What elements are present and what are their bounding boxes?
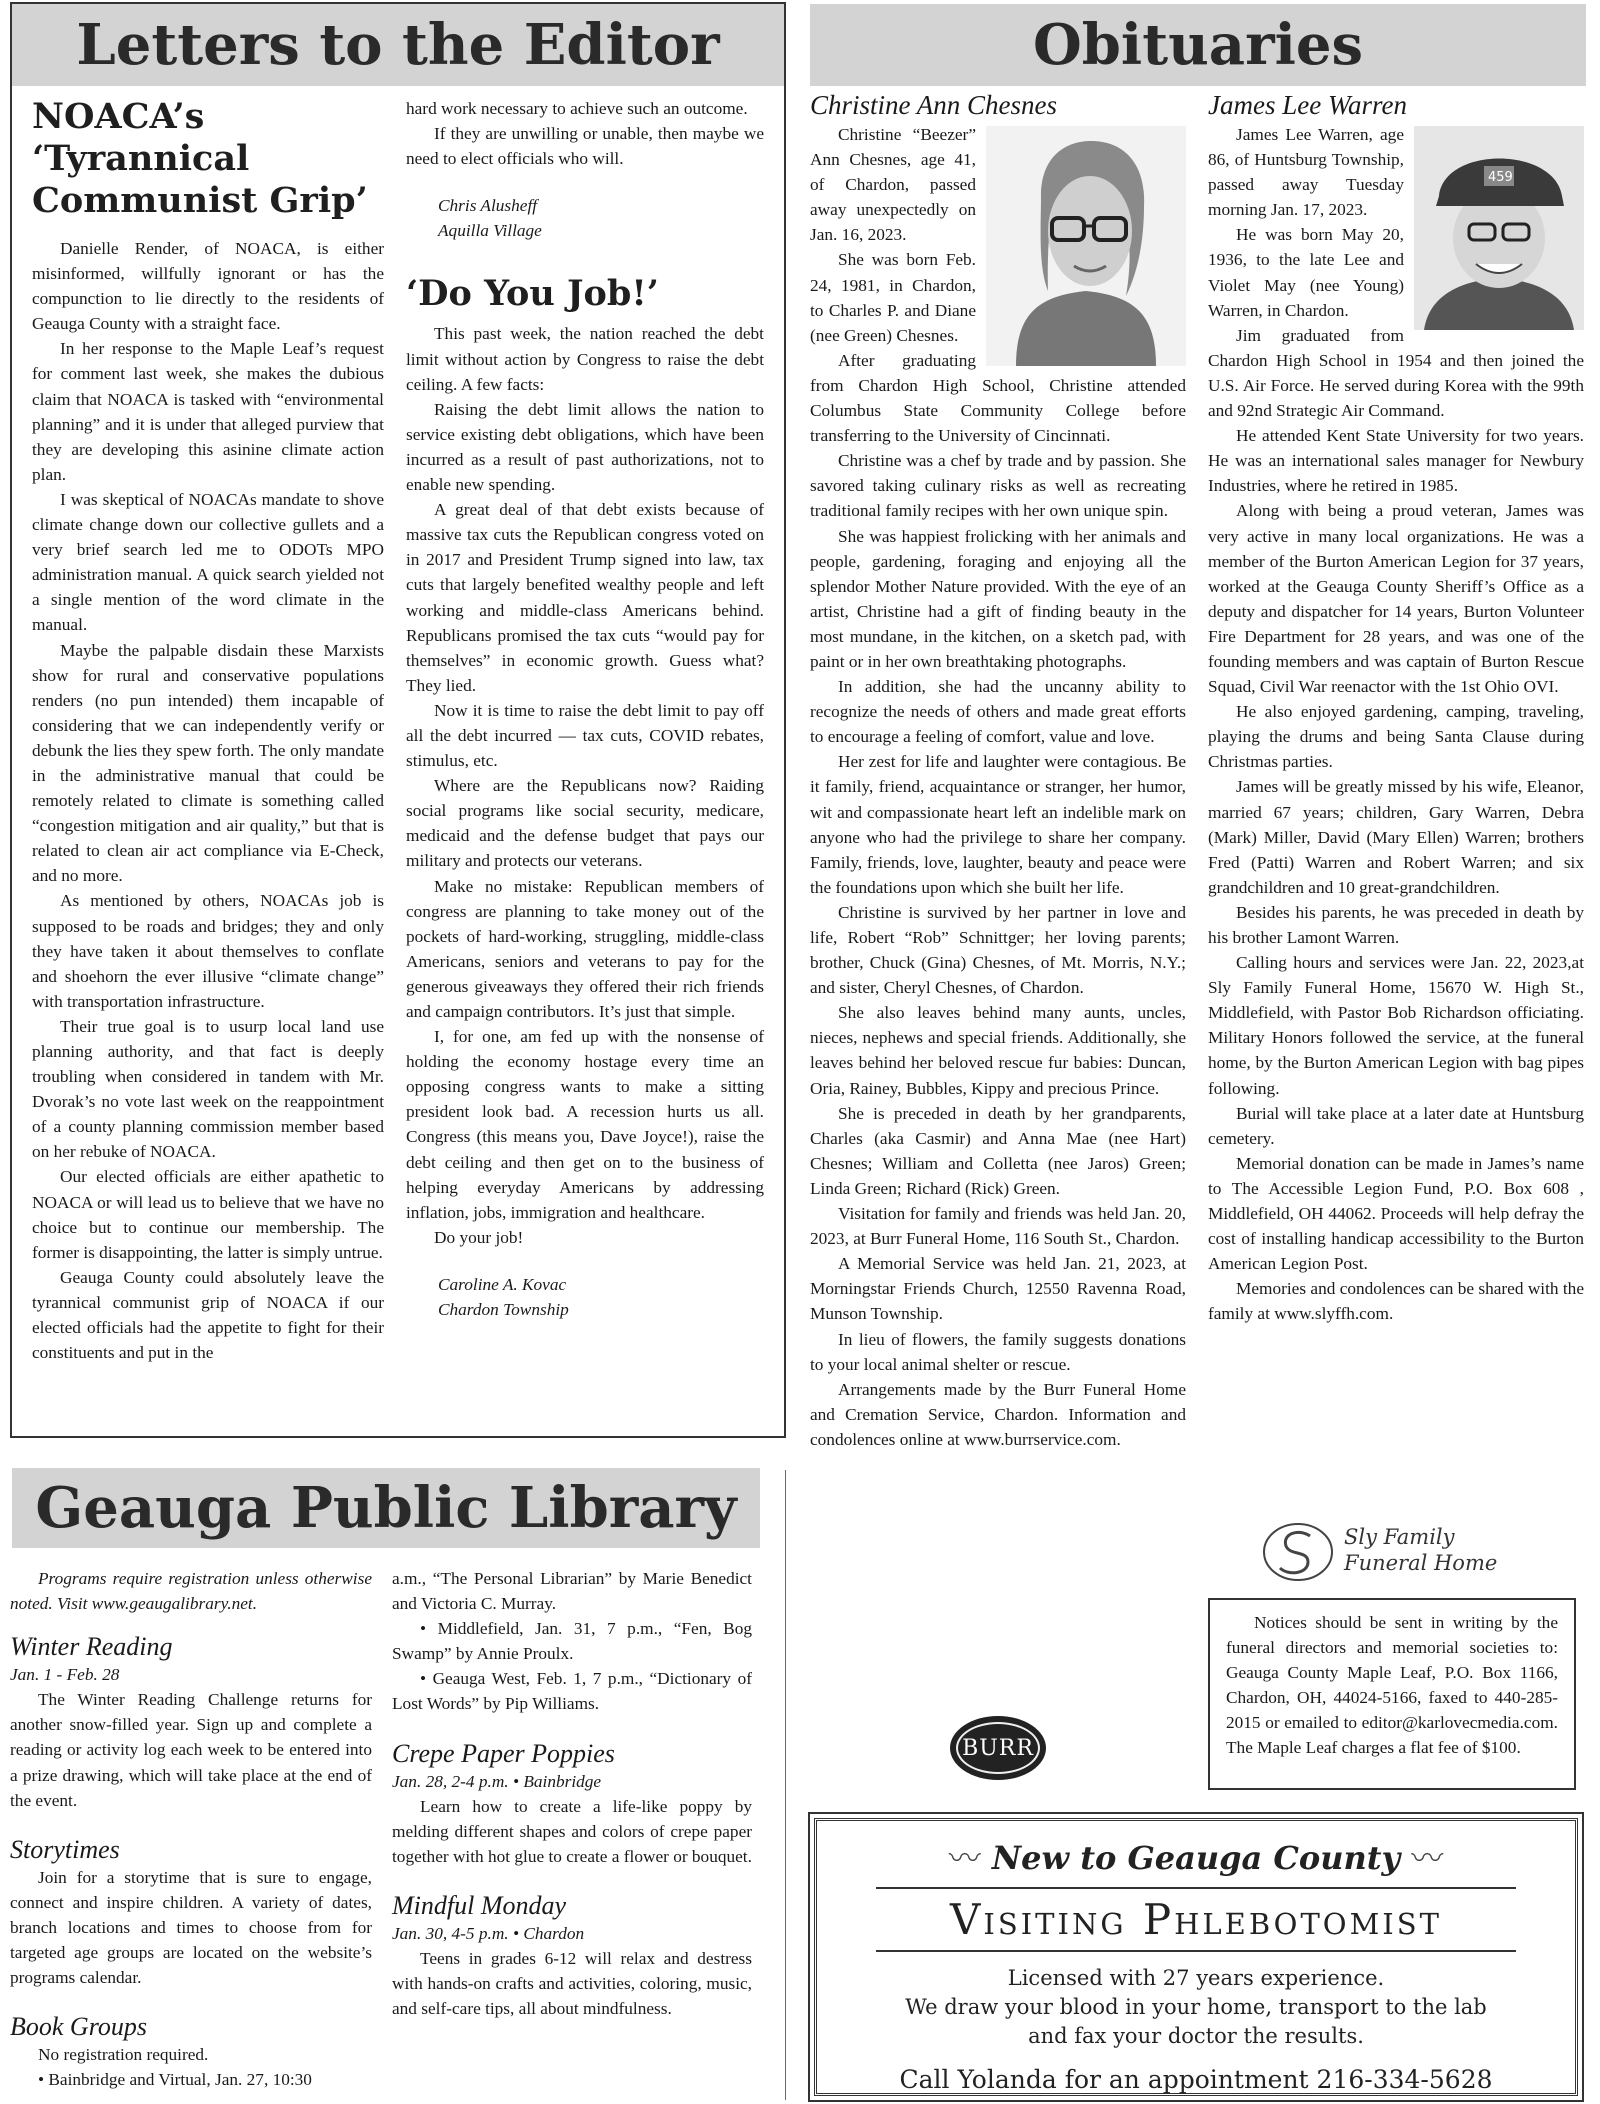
letter2-paragraph: Where are the Republicans now? Raiding social programs like social security, medicare, medicaid and the defense budget that pays our military and protects our veterans. <box>406 776 764 871</box>
letter1-signature-place: Aquilla Village <box>438 221 542 241</box>
sly-logo-line2: Funeral Home <box>1344 1551 1498 1575</box>
letters-col-1 <box>32 96 384 1365</box>
obit-warren-paragraph: James Lee Warren, age 86, of Huntsburg Township, passed away Tuesday morning Jan. 17, 2023. <box>1208 125 1404 220</box>
letter2-paragraph: Now it is time to raise the debt limit to pay off all the debt incurred — tax cuts, COVID rebates, stimulus, etc. <box>406 700 764 771</box>
winter-reading-dates: Jan. 1 - Feb. 28 <box>10 1665 120 1685</box>
letters-banner-title: Letters to the Editor <box>76 12 720 78</box>
letter1-paragraph: Their true goal is to usurp local land use planning authority, and that fact is deeply troubling when considered in tandem with Mr. Dvorak’s no vote last week on the reappointment of a county planning commission member based on her rebuke of NOACA. <box>32 1016 384 1162</box>
obit-warren-photo <box>1414 126 1584 330</box>
obit-warren-paragraph: Memories and condolences can be shared with the family at www.slyffh.com. <box>1208 1279 1584 1324</box>
obit-chesnes-paragraph: She was happiest frolicking with her animals and people, gardening, foraging and enjoying all the splendor Mother Nature provided. With the eye of an artist, Christine had a gift of finding beauty in the most mundane, in the kitchen, on a sketch pad, with paint or in her own breathtaking photographs. <box>810 526 1186 671</box>
obit-warren-name: James Lee Warren <box>1208 90 1407 120</box>
book-groups-item-cont: a.m., “The Personal Librarian” by Marie Benedict and Victoria C. Murray. <box>392 1569 752 1614</box>
letter1-signature-name: Chris Alusheff <box>438 196 538 216</box>
obit-chesnes-paragraph: She is preceded in death by her grandparents, Charles (aka Casmir) and Anna Mae (nee Hart) Chesnes; William and Colletta (nee Jaros) Green; Linda Green; Richard (Rick) Green. <box>810 1103 1186 1198</box>
burr-logo <box>950 1716 1046 1780</box>
storytimes-heading: Storytimes <box>10 1834 120 1864</box>
obit-warren-paragraph: He also enjoyed gardening, camping, traveling, playing the drums and being Santa Clause during Christmas parties. <box>1208 702 1584 772</box>
obit-warren-paragraph: Along with being a proud veteran, James was very active in many local organizations. He was a member of the Burton American Legion for 37 years, worked at the Geauga County Sheriff’s Office as a deputy and dispatcher for 14 years, Burton Volunteer Fire Department for 28 years, and was one of the founding members and was captain of Burton Rescue Squad, Civil War reenactor with the 1st Ohio OVI. <box>1208 501 1584 697</box>
letter2-headline: ‘Do You Job!’ <box>406 273 659 315</box>
obit-warren-paragraph: He attended Kent State University for two years. He was an international sales manager for Newbury Industries, where he retired in 1985. <box>1208 426 1584 496</box>
letter2-signature-place: Chardon Township <box>438 1300 569 1320</box>
poppies-dates: Jan. 28, 2-4 p.m. • Bainbridge <box>392 1771 602 1791</box>
letters-col-2 <box>406 96 764 1322</box>
sly-logo-emblem-icon <box>1258 1520 1338 1584</box>
book-groups-item: • Bainbridge and Virtual, Jan. 27, 10:30 <box>38 2070 312 2090</box>
obit-chesnes-paragraph: Her zest for life and laughter were contagious. Be it family, friend, acquaintance or stranger, her humor, wit and compassionate heart left an indelible mark on anyone who had the privilege to share her company. Family, friends, love, laughter, beauty and peace were the foundations upon which she built her life. <box>810 752 1186 897</box>
obit-notice-box <box>1208 1598 1576 1790</box>
poppies-text: Learn how to create a life-like poppy by melding different shapes and colors of crepe paper together with hot glue to create a flower or bouquet. <box>392 1796 752 1866</box>
letter2-paragraph: I, for one, am fed up with the nonsense of holding the economy hostage every time an opposing congress wants to make a sitting president look bad. A recession hurts us all. Congress (this means you, Dave Joyce!), raise the debt ceiling and then get on to the business of helping everyday Americans by addressing inflation, jobs, immigration and healthcare. <box>406 1027 764 1222</box>
obit-warren-paragraph: Besides his parents, he was preceded in death by his brother Lamont Warren. <box>1208 902 1584 947</box>
winter-reading-heading: Winter Reading <box>10 1632 173 1662</box>
letter2-signature-name: Caroline A. Kovac <box>438 1274 567 1294</box>
storytimes-text: Join for a storytime that is sure to engage, connect and inspire children. A variety of dates, branch locations and times to choose from for targeted age groups are located on the website’s programs calendar. <box>10 1867 372 1988</box>
letter1-paragraph: Geauga County could absolutely leave the tyrannical communist grip of NOACA if our elected officials had the appetite to fight for their constituents and put in the <box>32 1267 384 1363</box>
mindful-dates: Jan. 30, 4-5 p.m. • Chardon <box>392 1923 585 1943</box>
obit-warren-paragraph: James will be greatly missed by his wife, Eleanor, married 67 years; children, Gary Warren, Debra (Mark) Miller, David (Mary Ellen) Warren; brothers Fred (Patti) Warren and Robert Warren; and six grandchildren and 10 great-grandchildren. <box>1208 777 1584 897</box>
ad-title: Visiting Phlebotomist <box>950 1895 1442 1944</box>
burr-logo-text: BURR <box>962 1735 1034 1761</box>
letter2-paragraph: Make no mistake: Republican members of congress are planning to take money out of the pockets of hard-working, struggling, middle-class Americans, seniors and veterans to pay for the generous giveaways they offered their rich friends and campaign contributors. It’s just that simple. <box>406 876 764 1021</box>
book-groups-heading: Book Groups <box>10 2012 147 2042</box>
ad-service-line2: and fax your doctor the results. <box>1028 2024 1364 2048</box>
obit-chesnes-paragraph: In lieu of flowers, the family suggests donations to your local animal shelter or rescue. <box>810 1329 1186 1374</box>
obit-chesnes-paragraph: Christine is survived by her partner in love and life, Robert “Rob” Schnittger; her loving parents; brother, Chuck (Gina) Chesnes, of Mt. Morris, N.Y.; and sister, Cheryl Chesnes, of Chardon. <box>810 902 1186 998</box>
mindful-heading: Mindful Monday <box>392 1890 567 1920</box>
letter1-paragraph: As mentioned by others, NOACAs job is supposed to be roads and bridges; they and only they have taken it about themselves to conflate and shoehorn the ever illusive “climate change” with transportation infrastructure. <box>32 891 384 1011</box>
ad-divider <box>876 1950 1516 1952</box>
obit-warren-paragraph: Jim graduated from Chardon High School in 1954 and then joined the U.S. Air Force. He served during Korea with the 99th and 92nd Strategic Air Command. <box>1208 325 1584 421</box>
letter1-continuation: If they are unwilling or unable, then maybe we need to elect officials who will. <box>406 124 764 169</box>
obit-chesnes-photo <box>986 126 1186 366</box>
letter1-paragraph: In her response to the Maple Leaf’s request for comment last week, she makes the dubious claim that NOACA is tasked with “environmental planning” and it is under that alleged purview that they are developing this asinine climate action plan. <box>32 339 384 484</box>
obit-chesnes-paragraph: After graduating from Chardon High School, Christine attended Columbus State Community College before transferring to the University of Cincinnati. <box>810 350 1186 446</box>
library-banner-title: Geauga Public Library <box>35 1475 737 1541</box>
obit-chesnes-paragraph: Christine “Beezer” Ann Chesnes, age 41, of Chardon, passed away unexpectedly on Jan. 16, 2023. <box>810 125 976 245</box>
letter1-paragraph: I was skeptical of NOACAs mandate to shove climate change down our collective gullets and a very brief search led me to ODOTs MPO administration manual. A quick search yielded not a single mention of the word climate in the manual. <box>32 489 384 635</box>
letter2-paragraph: Do your job! <box>434 1227 524 1247</box>
obit-warren-paragraph: Burial will take place at a later date at Huntsburg cemetery. <box>1208 1103 1584 1148</box>
ad-left-flourish-icon: 〰 <box>948 1839 981 1877</box>
letter1-paragraph: Danielle Render, of NOACA, is either misinformed, willfully ignorant or has the compunction to lie directly to the residents of Geauga County with a straight face. <box>32 239 384 334</box>
letter1-continuation: hard work necessary to achieve such an outcome. <box>406 99 748 118</box>
sly-logo-line1: Sly Family <box>1344 1525 1455 1549</box>
ad-right-flourish-icon: 〰 <box>1411 1839 1444 1877</box>
obit-chesnes-name: Christine Ann Chesnes <box>810 90 1058 120</box>
library-col-2 <box>392 1566 752 2021</box>
book-groups-item: • Geauga West, Feb. 1, 7 p.m., “Dictionary of Lost Words” by Pip Williams. <box>392 1669 752 1714</box>
letter2-paragraph: Raising the debt limit allows the nation to service existing debt obligations, which have been incurred as a result of past authorizations, not to enable new spending. <box>406 399 764 495</box>
letter1-headline: NOACA’s ‘Tyrannical Communist Grip’ <box>32 96 368 221</box>
letter1-paragraph: Our elected officials are either apathetic to NOACA or will lead us to believe that we have no choice but to continue our membership. The former is disappointing, the latter is simply untrue. <box>32 1167 384 1262</box>
sly-funeral-home-logo <box>1258 1520 1538 1584</box>
obit-chesnes-col <box>810 90 1186 1452</box>
letter2-paragraph: A great deal of that debt exists because of massive tax cuts the Republican congress voted on in 2017 and President Trump signed into law, tax cuts that largely benefited wealthy people and left working and middle-class Americans behind. Republicans promised the tax cuts “would pay for themselves” in economic growth. Guess what? They lied. <box>406 500 764 695</box>
library-banner <box>12 1468 760 1548</box>
ad-call-line: Call Yolanda for an appointment 216-334-5628 <box>899 2065 1493 2094</box>
obit-chesnes-paragraph: She also leaves behind many aunts, uncles, nieces, nephews and special friends. Additionally, she leaves behind her beloved rescue fur babies: Duncan, Oria, Rainey, Bubbles, Kippy and precious Prince. <box>810 1003 1186 1098</box>
obit-chesnes-paragraph: She was born Feb. 24, 1981, in Chardon, to Charles P. and Diane (nee Green) Chesnes. <box>810 250 976 345</box>
ad-service-line1: We draw your blood in your home, transport to the lab <box>905 1995 1487 2019</box>
book-groups-note: No registration required. <box>38 2045 209 2065</box>
library-col-1 <box>10 1566 372 2092</box>
page-column-rule <box>785 1470 786 2100</box>
letters-banner <box>12 4 784 86</box>
ad-divider <box>876 1887 1516 1889</box>
winter-reading-text: The Winter Reading Challenge returns for another snow-filled year. Sign up and complete a reading or activity log each week to be entered into a prize drawing, which will take place at the end of the event. <box>10 1690 372 1810</box>
obit-chesnes-paragraph: Arrangements made by the Burr Funeral Home and Cremation Service, Chardon. Information and condolences online at www.burrservice.com. <box>810 1379 1186 1449</box>
obit-chesnes-paragraph: Christine was a chef by trade and by passion. She savored taking culinary risks as well as recreating traditional family recipes with her own unique spin. <box>810 451 1186 521</box>
obit-warren-paragraph: He was born May 20, 1936, to the late Lee and Violet May (nee Young) Warren, in Chardon. <box>1208 225 1404 320</box>
book-groups-item: • Middlefield, Jan. 31, 7 p.m., “Fen, Bog Swamp” by Annie Proulx. <box>392 1619 752 1664</box>
obit-notice-text: Notices should be sent in writing by the funeral directors and memorial societies to: Geauga County Maple Leaf, P.O. Box 1166, Chardon, OH, 44024-5166, faxed to 440-285-2015 or emailed to editor@karlovecmedia.com. The Maple Leaf charges a flat fee of $100. <box>1226 1613 1558 1758</box>
obit-chesnes-paragraph: Visitation for family and friends was held Jan. 20, 2023, at Burr Funeral Home, 116 South St., Chardon. <box>810 1204 1186 1249</box>
ad-headline <box>817 1833 1575 1879</box>
obit-chesnes-paragraph: A Memorial Service was held Jan. 21, 2023, at Morningstar Friends Church, 12550 Ravenna Road, Munson Township. <box>810 1254 1186 1324</box>
obit-chesnes-paragraph: In addition, she had the uncanny ability to recognize the needs of others and made great efforts to encourage a feeling of comfort, value and love. <box>810 677 1186 747</box>
obit-warren-paragraph: Memorial donation can be made in James’s name to The Accessible Legion Fund, P.O. Box 608 , Middlefield, OH 44062. Proceeds will help defray the cost of installing handicap accessibility to the Burton American Legion Post. <box>1208 1153 1584 1274</box>
letter2-paragraph: This past week, the nation reached the debt limit without action by Congress to raise the debt ceiling. A few facts: <box>406 324 764 394</box>
library-intro: Programs require registration unless otherwise noted. Visit www.geaugalibrary.net. <box>10 1569 372 1614</box>
ad-new-to-county: New to Geauga County <box>991 1839 1401 1877</box>
obit-warren-paragraph: Calling hours and services were Jan. 22, 2023,at Sly Family Funeral Home, 15670 W. High St., Middlefield, with Pastor Bob Richardson officiating. Military Honors followed the service, at the funeral home, by the Burton American Legion with bag pipes following. <box>1208 953 1584 1098</box>
mindful-text: Teens in grades 6-12 will relax and destress with hands-on crafts and activities, coloring, music, and self-care tips, all about mindfulness. <box>392 1949 752 2019</box>
obituaries-banner <box>810 4 1586 86</box>
obituaries-banner-title: Obituaries <box>1032 12 1363 78</box>
phlebotomist-ad <box>814 1818 1578 2096</box>
poppies-heading: Crepe Paper Poppies <box>392 1738 615 1768</box>
obit-warren-col <box>1208 90 1584 1327</box>
warren-cap-text: 459 <box>1488 170 1513 185</box>
letter1-paragraph: Maybe the palpable disdain these Marxists show for rural and conservative populations renders (no pun intended) them incapable of considering that we can independently verify or debunk the lies they spew forth. The only mandate in the administrative manual that could be remotely related to climate is something called “congestion mitigation and air quality,” but that is related to clean air act compliance via E-Check, and no more. <box>32 640 384 886</box>
ad-licensed: Licensed with 27 years experience. <box>1007 1966 1385 1990</box>
